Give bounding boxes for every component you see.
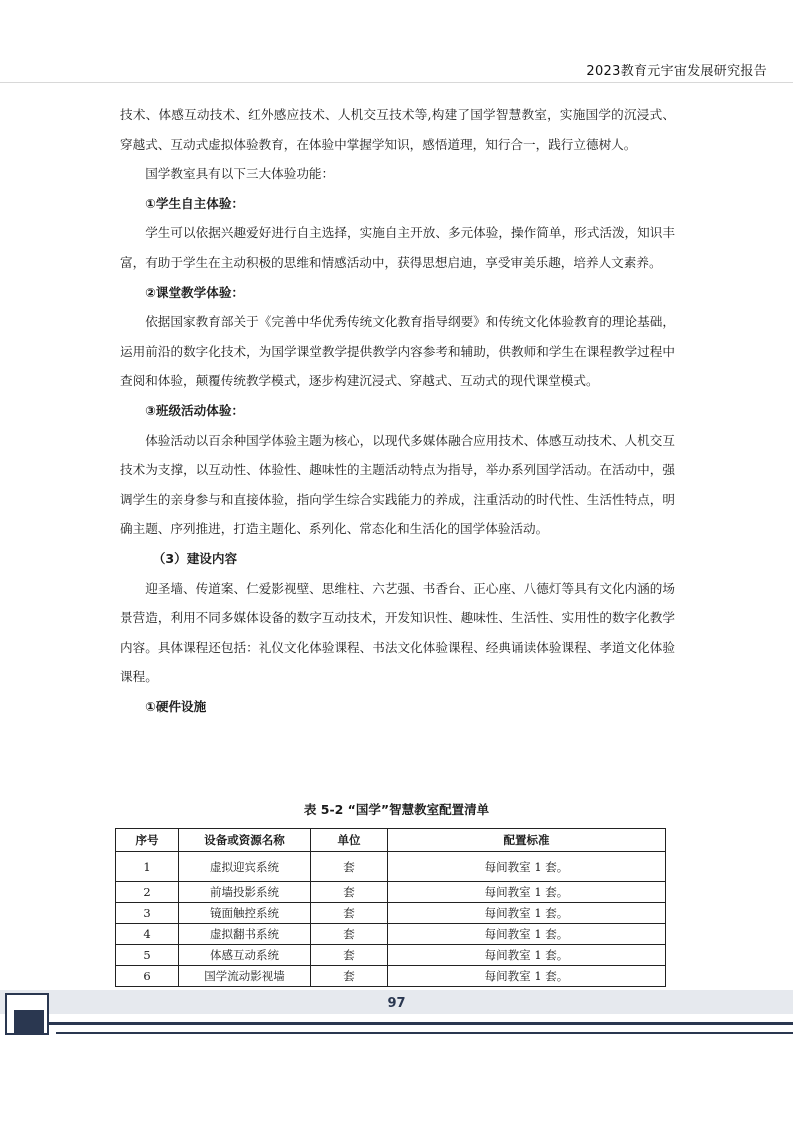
cell-index: 4 — [116, 924, 179, 945]
paragraph-construction-content: 迎圣墙、传道案、仁爱影视壁、思维柱、六艺强、书香台、正心座、八德灯等具有文化内涵的场景营造，利用不同多媒体设备的数字互动技术，开发知识性、趣味性、生活性、实用性的数字化教学内容。具体课程还包括：礼仪文化体验课程、书法文化体验课程、经典诵读体验课程、孝道文化体验课程。 — [120, 580, 675, 685]
cell-standard: 每间教室 1 套。 — [388, 852, 666, 882]
cell-unit: 套 — [311, 945, 388, 966]
cell-equipment: 镜面触控系统 — [179, 903, 311, 924]
cell-index: 3 — [116, 903, 179, 924]
footer-corner-block — [14, 1010, 44, 1034]
table-row — [116, 924, 666, 945]
cell-equipment: 虚拟翻书系统 — [179, 924, 311, 945]
header-divider — [0, 82, 793, 83]
table-caption: 表 5-2 “国学”智慧教室配置清单 — [303, 802, 490, 817]
cell-unit: 套 — [311, 903, 388, 924]
column-header-unit: 单位 — [311, 829, 388, 852]
column-header-equipment: 设备或资源名称 — [179, 829, 311, 852]
cell-index: 6 — [116, 966, 179, 987]
heading-construction-content: （3）建设内容 — [152, 550, 238, 566]
cell-unit: 套 — [311, 882, 388, 903]
column-header-standard: 配置标准 — [388, 829, 666, 852]
page-body — [120, 100, 675, 721]
cell-unit: 套 — [311, 852, 388, 882]
column-header-index: 序号 — [116, 829, 179, 852]
heading-classroom-experience: ②课堂教学体验： — [145, 284, 245, 300]
table-row — [116, 903, 666, 924]
table-row — [116, 852, 666, 882]
cell-unit: 套 — [311, 966, 388, 987]
table-row — [116, 966, 666, 987]
config-table — [115, 828, 666, 987]
cell-equipment: 国学流动影视墙 — [179, 966, 311, 987]
cell-index: 5 — [116, 945, 179, 966]
paragraph-functions-lead: 国学教室具有以下三大体验功能： — [145, 166, 335, 182]
cell-standard: 每间教室 1 套。 — [388, 966, 666, 987]
report-title: 2023教育元宇宙发展研究报告 — [586, 64, 767, 79]
cell-equipment: 前墙投影系统 — [179, 882, 311, 903]
cell-standard: 每间教室 1 套。 — [388, 903, 666, 924]
cell-standard: 每间教室 1 套。 — [388, 945, 666, 966]
cell-standard: 每间教室 1 套。 — [388, 882, 666, 903]
table-row — [116, 882, 666, 903]
paragraph-intro: 技术、体感互动技术、红外感应技术、人机交互技术等,构建了国学智慧教室，实施国学的沉浸式、穿越式、互动式虚拟体验教育，在体验中掌握学知识，感悟道理，知行合一，践行立德树人。 — [120, 107, 675, 152]
paragraph-classroom-experience: 依据国家教育部关于《完善中华优秀传统文化教育指导纲要》和传统文化体验教育的理论基础，运用前沿的数字化技术，为国学课堂教学提供教学内容参考和辅助，供教师和学生在课程教学过程中查阅和体验，颠覆传统教学模式，逐步构建沉浸式、穿越式、互动式的现代课堂模式。 — [120, 314, 675, 389]
footer-accent-line-thin — [56, 1032, 793, 1034]
table-row — [116, 945, 666, 966]
heading-hardware: ①硬件设施 — [145, 698, 207, 714]
cell-equipment: 体感互动系统 — [179, 945, 311, 966]
cell-unit: 套 — [311, 924, 388, 945]
cell-equipment: 虚拟迎宾系统 — [179, 852, 311, 882]
paragraph-class-activity: 体验活动以百余种国学体验主题为核心，以现代多媒体融合应用技术、体感互动技术、人机交互技术为支撑，以互动性、体验性、趣味性的主题活动特点为指导，举办系列国学活动。在活动中，强调学生的亲身参与和直接体验，指向学生综合实践能力的养成，注重活动的时代性、生活性特点，明确主题、序列推进，打造主题化、系列化、常态化和生活化的国学体验活动。 — [120, 432, 675, 537]
heading-student-experience: ①学生自主体验： — [145, 195, 245, 211]
footer-accent-line — [48, 1022, 793, 1025]
cell-index: 2 — [116, 882, 179, 903]
cell-index: 1 — [116, 852, 179, 882]
cell-standard: 每间教室 1 套。 — [388, 924, 666, 945]
page-number: 97 — [387, 996, 406, 1011]
paragraph-student-experience: 学生可以依据兴趣爱好进行自主选择，实施自主开放、多元体验，操作简单，形式活泼，知识丰富，有助于学生在主动积极的思维和情感活动中，获得思想启迪，享受审美乐趣，培养人文素养。 — [120, 225, 675, 270]
heading-class-activity: ③班级活动体验： — [145, 402, 245, 418]
table-header-row — [116, 829, 666, 852]
